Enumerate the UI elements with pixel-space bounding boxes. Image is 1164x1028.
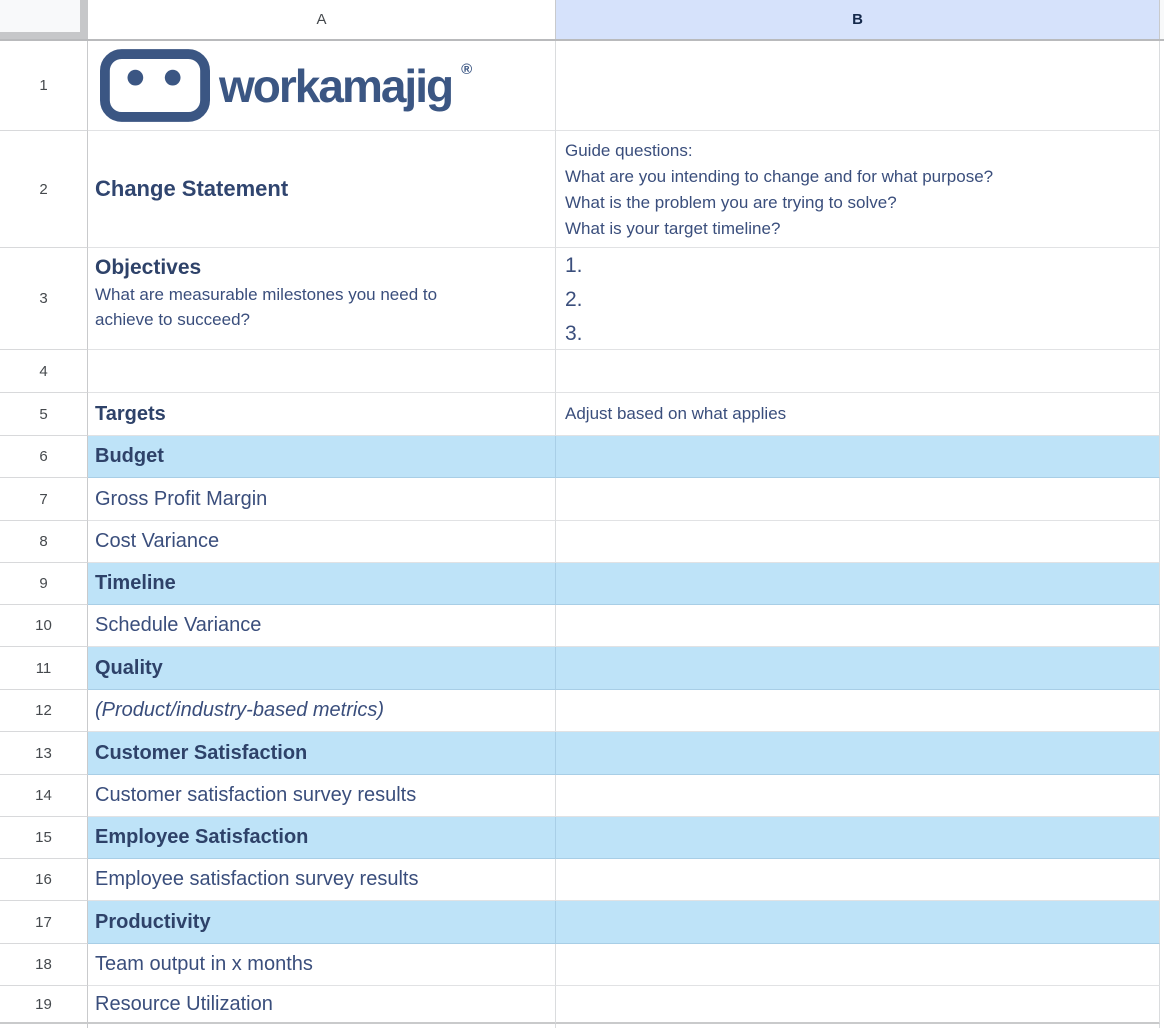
row-header-2[interactable] (0, 131, 88, 248)
row-header-5[interactable] (0, 393, 88, 436)
row-12 (0, 690, 1164, 732)
cell-text: Schedule Variance (95, 614, 262, 636)
row-number: 14 (35, 787, 52, 804)
cell-B16[interactable] (556, 859, 1160, 901)
row-number: 7 (39, 490, 48, 508)
cell-A5[interactable] (88, 393, 556, 436)
cell-A2[interactable] (88, 131, 556, 248)
column-c-sliver (1160, 393, 1164, 436)
cell-text: Targets (95, 402, 166, 425)
cell-B12[interactable] (556, 690, 1160, 732)
cell-B4[interactable] (556, 350, 1160, 393)
cell-text: Change Statement (95, 176, 289, 201)
cell-A17[interactable] (88, 901, 556, 944)
row-13 (0, 732, 1164, 775)
cell-A12[interactable] (88, 690, 556, 732)
column-c-sliver (1160, 859, 1164, 901)
select-all-corner[interactable] (0, 0, 88, 39)
column-c-sliver (1160, 478, 1164, 521)
column-c-sliver (1160, 436, 1164, 478)
row-number: 10 (35, 617, 52, 634)
row-number: 15 (35, 829, 52, 846)
row-header-1[interactable] (0, 41, 88, 131)
workamajig-logo (95, 49, 472, 122)
cell-text: Resource Utilization (95, 992, 273, 1015)
row-header-4[interactable] (0, 350, 88, 393)
cell-text: Customer satisfaction survey results (95, 784, 417, 806)
cell-subtitle-line: What are measurable milestones you need to (95, 285, 438, 304)
column-c-sliver (1160, 986, 1164, 1024)
row-10 (0, 605, 1164, 647)
row-number: 2 (39, 180, 48, 198)
guide-line: Guide questions: (565, 141, 693, 160)
row-header-16[interactable] (0, 859, 88, 901)
row-number: 19 (35, 995, 52, 1013)
cell-B19[interactable] (556, 986, 1160, 1024)
cell-A8[interactable] (88, 521, 556, 563)
row-number: 17 (35, 913, 52, 931)
cell-B9[interactable] (556, 563, 1160, 605)
row-number: 9 (39, 575, 48, 592)
column-header-a[interactable] (88, 0, 556, 39)
cell-A6[interactable] (88, 436, 556, 478)
column-c-sliver (1160, 901, 1164, 944)
cell-B6[interactable] (556, 436, 1160, 478)
logo-wordmark: workamajig (219, 59, 453, 112)
column-header-row (0, 0, 1164, 41)
row-header-3[interactable] (0, 248, 88, 350)
cell-text: (Product/industry-based metrics) (95, 699, 384, 721)
column-c-sliver (1160, 521, 1164, 563)
row-number: 13 (35, 744, 52, 762)
column-c-sliver (1160, 690, 1164, 732)
cell-B8[interactable] (556, 521, 1160, 563)
row-header-15[interactable] (0, 817, 88, 859)
cell-A3[interactable] (88, 248, 556, 350)
column-c-sliver (1160, 775, 1164, 817)
cell-A10[interactable] (88, 605, 556, 647)
cell-text: Customer Satisfaction (95, 741, 308, 764)
column-letter: B (852, 11, 863, 28)
column-c-sliver (1160, 563, 1164, 605)
row-header-14[interactable] (0, 775, 88, 817)
column-c-sliver (1160, 131, 1164, 248)
cell-text: Quality (95, 656, 163, 679)
guide-line: What are you intending to change and for what purpose? (565, 167, 994, 186)
row-number: 4 (39, 362, 48, 380)
row-16 (0, 859, 1164, 901)
row-header-13[interactable] (0, 732, 88, 775)
cell-B5[interactable] (556, 393, 1160, 436)
row-6 (0, 436, 1164, 478)
row-number: 18 (35, 956, 52, 973)
row-header-10[interactable] (0, 605, 88, 647)
row-number: 1 (39, 77, 48, 94)
cell-B18[interactable] (556, 944, 1160, 986)
row-17 (0, 901, 1164, 944)
row-header-12[interactable] (0, 690, 88, 732)
column-c-sliver (1160, 817, 1164, 859)
cell-B14[interactable] (556, 775, 1160, 817)
column-c-sliver (1160, 248, 1164, 350)
column-header-c-sliver (1160, 0, 1164, 39)
row-4 (0, 350, 1164, 393)
cell-text: Adjust based on what applies (565, 404, 787, 423)
cell-A4[interactable] (88, 350, 556, 393)
row-number: 6 (39, 448, 48, 465)
cell-B7[interactable] (556, 478, 1160, 521)
cell-text: Productivity (95, 910, 211, 933)
cell-A9[interactable] (88, 563, 556, 605)
cell-B17[interactable] (556, 901, 1160, 944)
numbered-line: 3. (565, 322, 583, 345)
row-18 (0, 944, 1164, 986)
cell-B10[interactable] (556, 605, 1160, 647)
row-header-17[interactable] (0, 901, 88, 944)
cell-B11[interactable] (556, 647, 1160, 690)
cell-A20[interactable] (88, 1024, 556, 1028)
row-2 (0, 131, 1164, 248)
row-number: 5 (39, 405, 48, 423)
row-8 (0, 521, 1164, 563)
cell-A15[interactable] (88, 817, 556, 859)
row-9 (0, 563, 1164, 605)
cell-B3[interactable] (556, 248, 1160, 350)
cell-A1[interactable] (88, 41, 556, 131)
guide-line: What is the problem you are trying to solve? (565, 193, 897, 212)
cell-text: Budget (95, 445, 164, 467)
row-number: 3 (39, 290, 48, 307)
column-header-b-selected[interactable] (556, 0, 1160, 39)
row-number: 16 (35, 871, 52, 888)
row-1 (0, 41, 1164, 131)
numbered-line: 2. (565, 288, 583, 311)
row-header-6[interactable] (0, 436, 88, 478)
row-19 (0, 986, 1164, 1024)
column-c-sliver (1160, 41, 1164, 131)
guide-line: What is your target timeline? (565, 219, 781, 238)
cell-B20[interactable] (556, 1024, 1160, 1028)
column-c-sliver (1160, 732, 1164, 775)
column-c-sliver (1160, 944, 1164, 986)
cell-A18[interactable] (88, 944, 556, 986)
row-14 (0, 775, 1164, 817)
cell-text: Employee satisfaction survey results (95, 868, 419, 890)
row-11 (0, 647, 1164, 690)
cell-text: Employee Satisfaction (95, 826, 309, 848)
cell-B15[interactable] (556, 817, 1160, 859)
row-20-sliver (0, 1024, 1164, 1028)
row-number: 12 (35, 702, 52, 719)
cell-B1[interactable] (556, 41, 1160, 131)
row-7 (0, 478, 1164, 521)
row-header-11[interactable] (0, 647, 88, 690)
registered-trademark-icon: ® (461, 61, 473, 78)
row-5 (0, 393, 1164, 436)
row-number: 11 (35, 659, 52, 677)
cell-B13[interactable] (556, 732, 1160, 775)
cell-A19[interactable] (88, 986, 556, 1024)
cell-text: Gross Profit Margin (95, 487, 268, 510)
column-c-sliver (1160, 1024, 1164, 1028)
row-header-18[interactable] (0, 944, 88, 986)
cell-text: Cost Variance (95, 530, 220, 552)
row-15 (0, 817, 1164, 859)
cell-A14[interactable] (88, 775, 556, 817)
numbered-line: 1. (565, 254, 583, 277)
robot-face-icon (100, 49, 210, 122)
column-c-sliver (1160, 647, 1164, 690)
cell-text: Team output in x months (95, 953, 313, 975)
row-header-9[interactable] (0, 563, 88, 605)
column-letter: A (316, 11, 327, 28)
cell-A13[interactable] (88, 732, 556, 775)
cell-title: Objectives (95, 256, 202, 279)
cell-text: Timeline (95, 572, 176, 594)
row-header-7[interactable] (0, 478, 88, 521)
row-header-19[interactable] (0, 986, 88, 1024)
column-c-sliver (1160, 350, 1164, 393)
column-c-sliver (1160, 605, 1164, 647)
row-header-20[interactable] (0, 1024, 88, 1028)
row-number: 8 (39, 533, 48, 550)
cell-A7[interactable] (88, 478, 556, 521)
row-header-8[interactable] (0, 521, 88, 563)
cell-A16[interactable] (88, 859, 556, 901)
cell-subtitle-line: achieve to succeed? (95, 310, 250, 329)
row-3 (0, 248, 1164, 350)
cell-B2[interactable] (556, 131, 1160, 248)
cell-A11[interactable] (88, 647, 556, 690)
